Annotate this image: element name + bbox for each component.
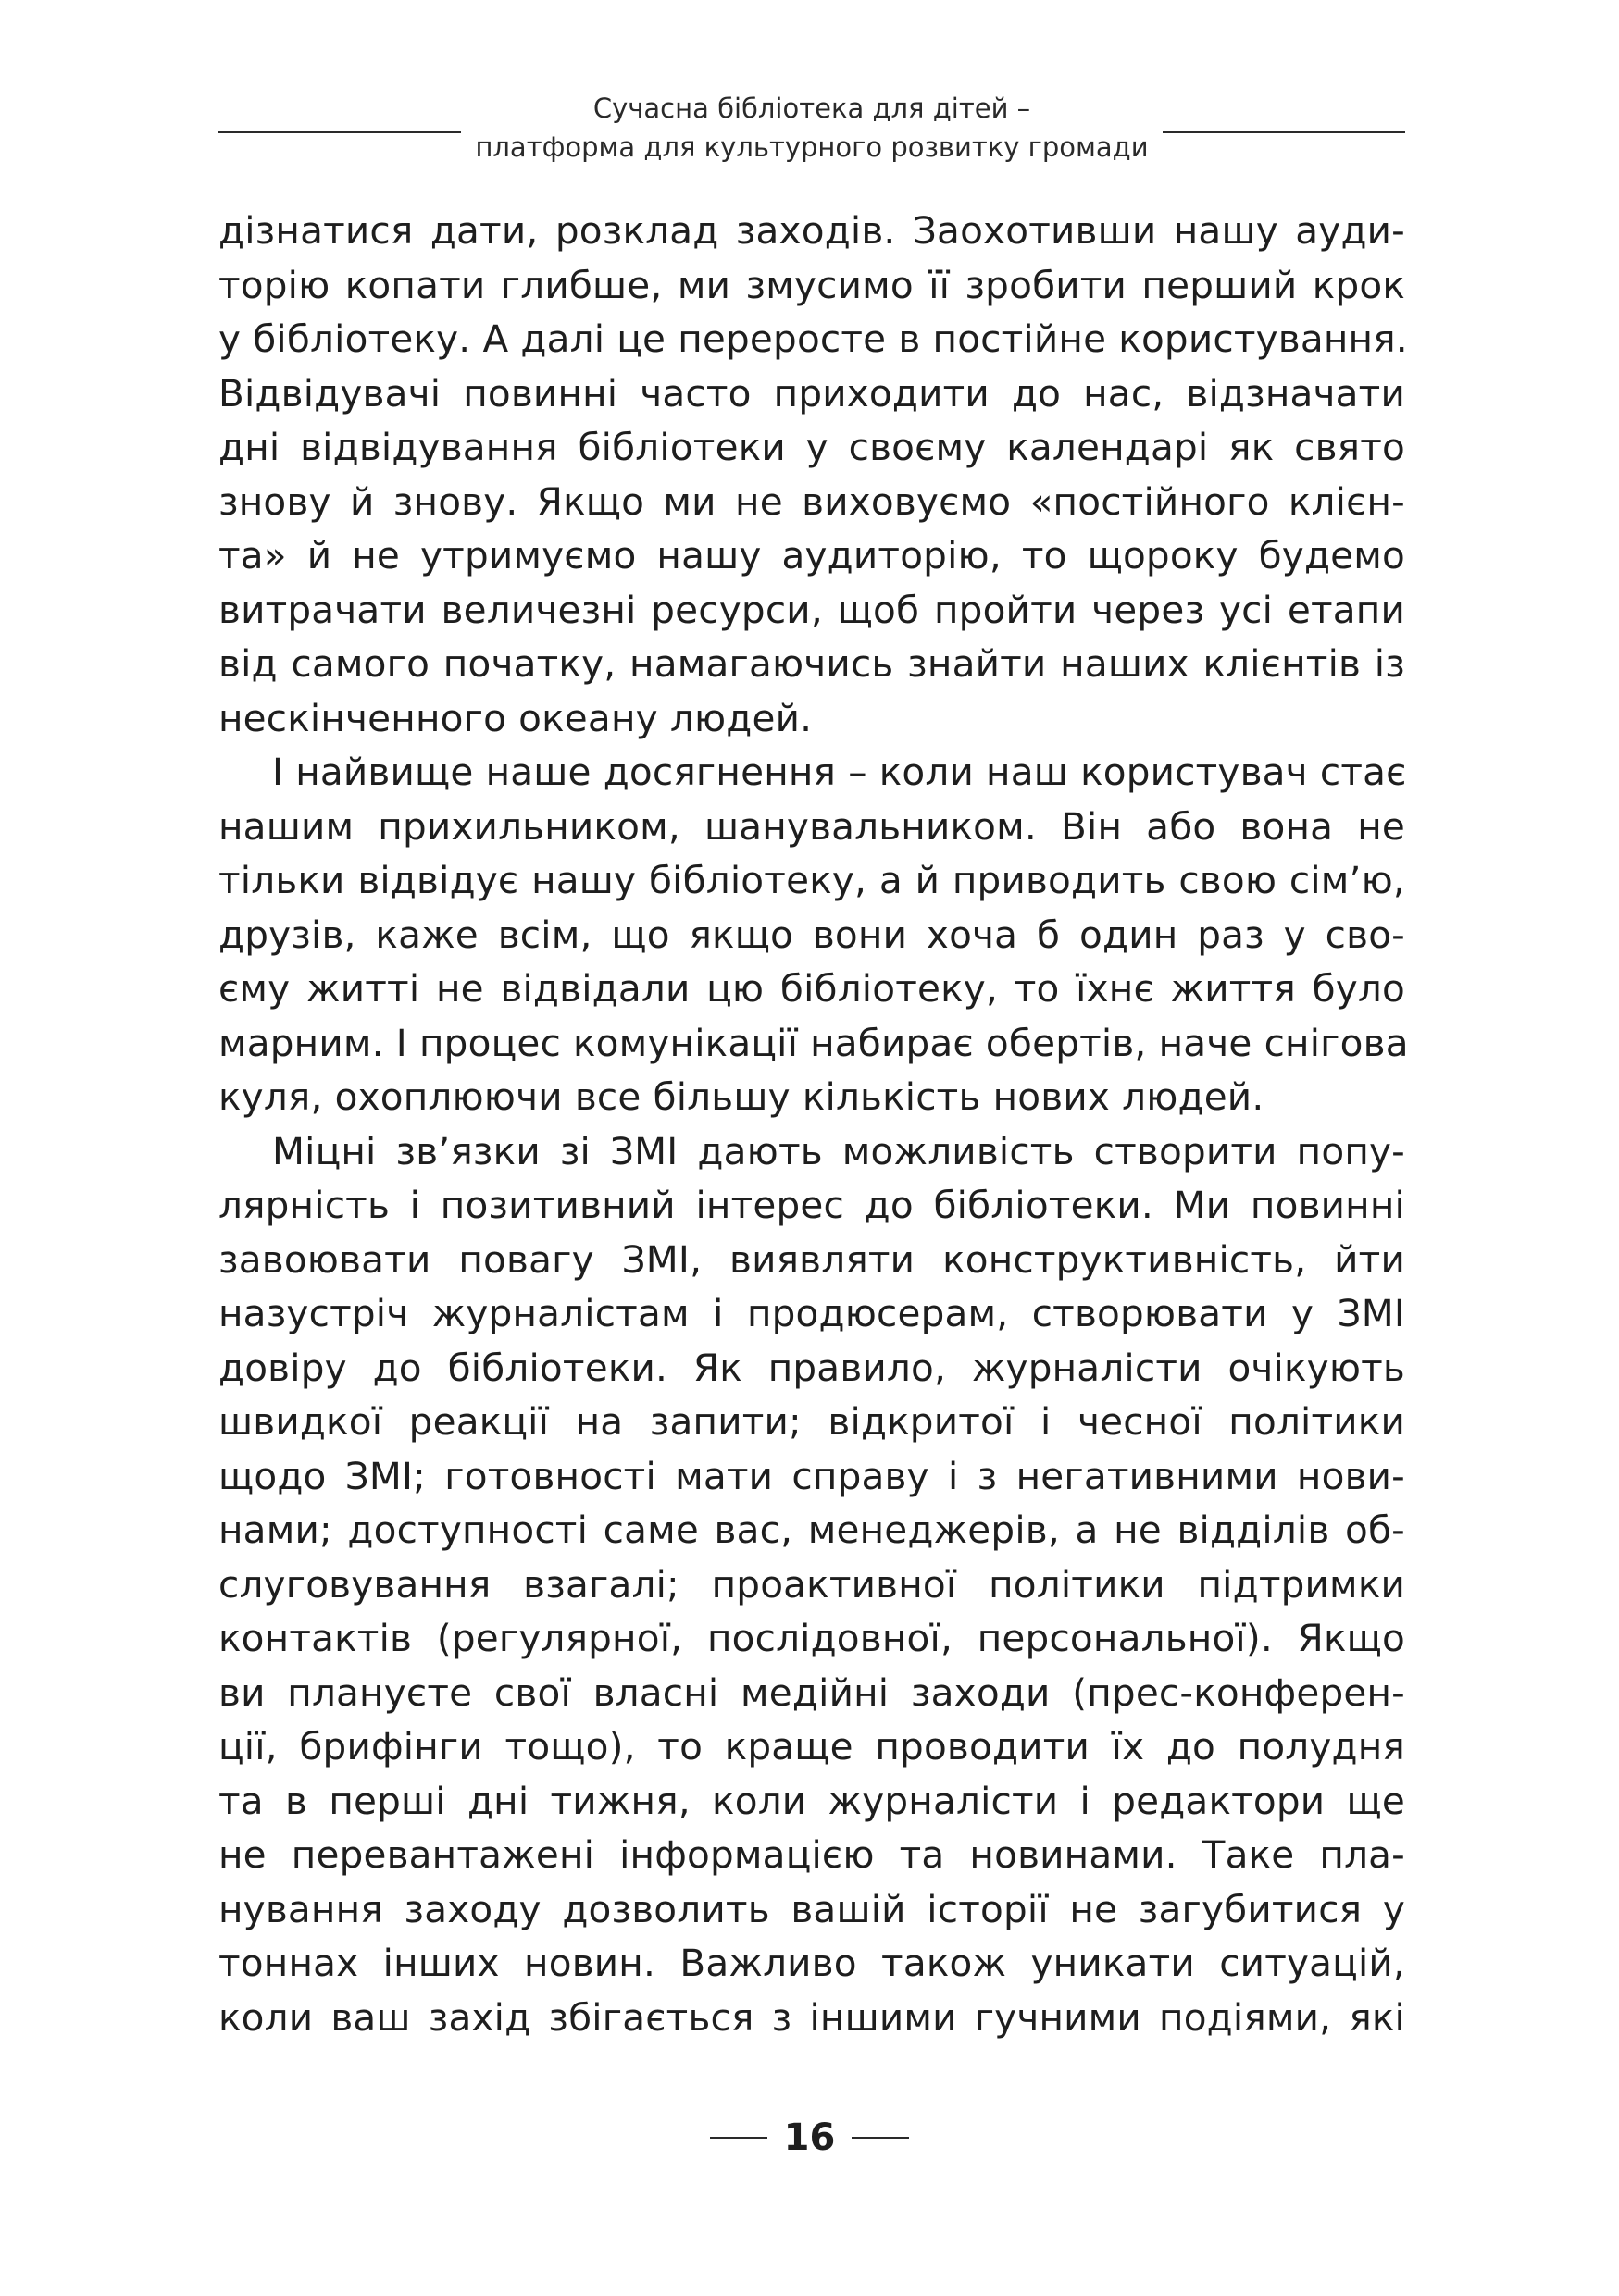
text-line: щодо ЗМІ; готовності мати справу і з негативними нови- xyxy=(218,1453,1405,1498)
text-line: лярність і позитивний інтерес до бібліотеки. Ми повинні xyxy=(218,1183,1405,1227)
text-line: нами; доступності саме вас, менеджерів, а не відділів об- xyxy=(218,1508,1405,1552)
text-line: І найвище наше досягнення – коли наш користувач стає xyxy=(272,750,1407,794)
header-title-line-2: платформа для культурного розвитку громади xyxy=(475,131,1149,163)
paragraph xyxy=(218,1124,1405,2045)
text-line: Відвідувачі повинні часто приходити до нас, відзначати xyxy=(218,370,1405,416)
text-line: назустріч журналістам і продюсерам, створювати у ЗМІ xyxy=(218,1291,1405,1335)
text-line: Міцні зв’язки зі ЗМІ дають можливість створити попу- xyxy=(272,1128,1405,1173)
text-line: контактів (регулярної, послідовної, персональної). Якщо xyxy=(218,1616,1405,1660)
header-rule-right xyxy=(1163,131,1405,133)
text-line: та» й не утримуємо нашу аудиторію, то щороку будемо xyxy=(218,533,1405,577)
text-line: нескінченного океану людей. xyxy=(218,695,813,740)
text-line: швидкої реакції на запити; відкритої і чесної політики xyxy=(218,1399,1405,1444)
text-line: ції, брифінги тощо), то краще проводити їх до полудня xyxy=(218,1724,1405,1769)
text-line: завоювати повагу ЗМІ, виявляти конструктивність, йти xyxy=(218,1236,1405,1282)
footer-rule-left xyxy=(710,2137,767,2139)
text-line: коли ваш захід збігається з іншими гучними подіями, які xyxy=(218,1994,1405,2040)
text-line: дні відвідування бібліотеки у своєму календарі як свято xyxy=(218,425,1405,469)
text-line: знову й знову. Якщо ми не виховуємо «постійного клієн- xyxy=(218,478,1405,524)
running-header xyxy=(218,89,1405,167)
footer-rule-right xyxy=(852,2137,909,2139)
paragraph xyxy=(218,204,1408,745)
page-footer xyxy=(0,2110,1619,2166)
body-text xyxy=(218,204,1409,2044)
text-line: від самого початку, намагаючись знайти наших клієнтів із xyxy=(218,641,1405,686)
text-line: марним. І процес комунікації набирає обертів, наче снігова xyxy=(218,1020,1409,1065)
text-line: єму житті не відвідали цю бібліотеку, то їхнє життя було xyxy=(218,966,1405,1011)
text-line: ви плануєте свої власні медійні заходи (прес-конферен- xyxy=(218,1669,1405,1715)
text-line: нашим прихильником, шанувальником. Він або вона не xyxy=(218,803,1405,849)
text-line: друзів, каже всім, що якщо вони хоча б один раз у сво- xyxy=(218,912,1405,957)
page-number: 16 xyxy=(783,2116,836,2159)
text-line: тільки відвідує нашу бібліотеку, а й приводить свою сім’ю, xyxy=(218,858,1405,902)
header-title xyxy=(468,89,1155,167)
text-line: у бібліотеку. А далі це переросте в постійне користування. xyxy=(218,316,1408,361)
text-line: дізнатися дати, розклад заходів. Заохотивши нашу ауди- xyxy=(218,208,1405,253)
header-rule-left xyxy=(218,131,461,133)
text-line: торію копати глибше, ми змусимо її зробити перший крок xyxy=(218,262,1405,307)
header-title-line-1: Сучасна бібліотека для дітей – xyxy=(592,93,1031,124)
text-line: нування заходу дозволить вашій історії не загубитися у xyxy=(218,1886,1405,1931)
paragraph xyxy=(218,745,1409,1124)
text-line: тоннах інших новин. Важливо також уникати ситуацій, xyxy=(218,1941,1405,1985)
text-line: куля, охоплюючи все більшу кількість нових людей. xyxy=(218,1074,1264,1119)
text-line: не перевантажені інформацією та новинами. Таке пла- xyxy=(218,1832,1405,1877)
text-line: та в перші дні тижня, коли журналісти і редактори ще xyxy=(218,1778,1405,1823)
text-line: довіру до бібліотеки. Як правило, журналісти очікують xyxy=(218,1345,1405,1390)
text-line: слуговування взагалі; проактивної політики підтримки xyxy=(218,1561,1405,1607)
text-line: витрачати величезні ресурси, щоб пройти через усі етапи xyxy=(218,587,1405,632)
